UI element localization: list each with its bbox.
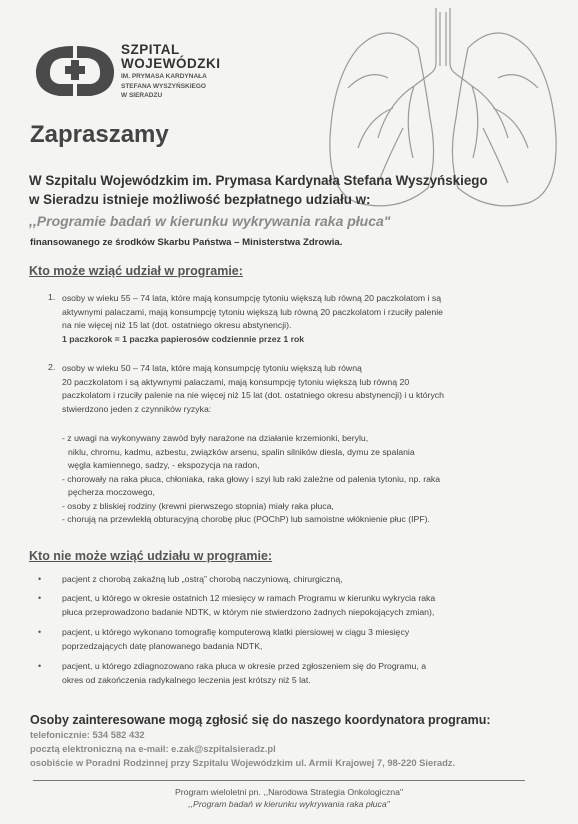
risk-factor-line: - osoby z bliskiej rodziny (krewni pierwszego stopnia) miały raka płuca,: [62, 500, 334, 511]
contact-in-person: osobiście w Poradni Rodzinnej przy Szpitalu Wojewódzkim ul. Armii Krajowej 7, 98-220 Sieradz.: [30, 757, 456, 768]
logo-name-line1: SZPITAL: [121, 42, 180, 57]
bullet-icon: •: [38, 574, 42, 584]
bullet-icon: •: [38, 661, 42, 671]
logo-sub-line3: W SIERADZU: [121, 92, 163, 99]
ineligible-item-4-line: pacjent, u którego zdiagnozowano raka płuca w okresie przed zgłoszeniem się do Programu, a: [62, 661, 427, 671]
footer-divider: [33, 780, 525, 781]
ineligible-item-1-line: pacjent z chorobą zakaźną lub „ostrą” chorobą naczyniową, chirurgiczną,: [62, 574, 343, 584]
eligible-item-1-number: 1.: [48, 292, 56, 302]
footer-line-2: ,,Program badań w kierunku wykrywania raka płuca": [188, 799, 390, 809]
eligible-section-title: Kto może wziąć udział w programie:: [29, 264, 243, 278]
bullet-icon: •: [38, 593, 42, 603]
page-heading: Zapraszamy: [30, 121, 169, 148]
eligible-item-2-number: 2.: [48, 362, 56, 372]
logo-text: [121, 43, 221, 100]
ineligible-item-3-line: poprzedzających datę planowanego badania NDTK,: [62, 640, 263, 651]
eligible-item-1: [62, 292, 443, 346]
ineligible-item-4: [62, 660, 426, 687]
contact-heading: Osoby zainteresowane mogą zgłosić się do naszego koordynatora programu:: [30, 713, 491, 727]
risk-factors-list: [62, 432, 440, 527]
eligible-item-1-line: 1 paczkorok = 1 paczka papierosów codziennie przez 1 rok: [62, 333, 305, 344]
ineligible-item-3-line: pacjent, u którego wykonano tomografię komputerową klatki piersiowej w ciągu 3 miesięcy: [62, 627, 410, 637]
ineligible-item-2-line: płuca przeprowadzono badanie NDTK, w którym nie stwierdzono żadnych niepokojących zmian),: [62, 606, 435, 617]
eligible-item-2-line: paczkolatom i rzuciły palenie na nie więcej niż 15 lat (dot. ostatniego okresu abstynencji) i u których: [62, 390, 444, 400]
ineligible-item-3: [62, 626, 409, 653]
contact-phone: telefonicznie: 534 582 432: [30, 729, 145, 740]
logo-sub-line1: IM. PRYMASA KARDYNAŁA: [121, 73, 207, 80]
bullet-icon: •: [38, 627, 42, 637]
ineligible-item-2: [62, 592, 435, 619]
eligible-item-2-line: 20 paczkolatom i są aktywnymi palaczami, mają konsumpcję tytoniu większą lub równą 20: [62, 376, 410, 387]
ineligible-section-title: Kto nie może wziąć udziału w programie:: [29, 549, 273, 563]
ineligible-item-1: [62, 573, 343, 587]
intro-line-1: W Szpitalu Wojewódzkim im. Prymasa Kardynała Stefana Wyszyńskiego: [29, 173, 488, 188]
contact-email: pocztą elektroniczną na e-mail: e.zak@szpitalsieradz.pl: [30, 743, 276, 754]
risk-factor-line: pęcherza moczowego,: [68, 487, 155, 497]
logo-sub-line2: STEFANA WYSZYŃSKIEGO: [121, 82, 206, 90]
eligible-item-2-line: stwierdzono jeden z czynników ryzyka:: [62, 403, 212, 414]
logo-name-line2: WOJEWÓDZKI: [121, 56, 221, 71]
risk-factor-line: - z uwagi na wykonywany zawód były narażone na działanie krzemionki, berylu,: [62, 433, 369, 443]
funding-note: finansowanego ze środków Skarbu Państwa – Ministerstwa Zdrowia.: [30, 237, 343, 248]
risk-factor-line: - chorują na przewlekłą obturacyjną chorobę płuc (POChP) lub samoistne włóknienie płuc (IPF).: [62, 514, 430, 524]
program-name: ,,Programie badań w kierunku wykrywania raka płuca": [29, 213, 391, 229]
footer-line-1: Program wieloletni pn. ,,Narodowa Strategia Onkologiczna": [174, 787, 404, 797]
intro-line-2: w Sieradzu istnieje możliwość bezpłatnego udziału w:: [29, 192, 371, 207]
eligible-item-2: [62, 362, 444, 416]
risk-factor-line: węgla kamiennego, sadzy, - ekspozycja na radon,: [68, 460, 260, 470]
risk-factor-line: - chorowały na raka płuca, chłoniaka, raka głowy i szyi lub raki zależne od palenia tytoniu, np. raka: [62, 473, 441, 484]
eligible-item-1-line: aktywnymi palaczami, mają konsumpcję tytoniu większą lub równą 20 paczkolatom i rzuciły palenie: [62, 306, 443, 317]
ineligible-item-2-line: pacjent, u którego w okresie ostatnich 12 miesięcy w ramach Programu w kierunku wykrycia raka: [62, 593, 436, 603]
risk-factor-line: niklu, chromu, kadmu, azbestu, związków arsenu, spalin silników diesla, dymu ze spalania: [68, 446, 415, 457]
eligible-item-1-line: osoby w wieku 55 – 74 lata, które mają konsumpcję tytoniu większą lub równą 20 paczkolatom i są: [62, 293, 442, 303]
eligible-item-1-line: na nie więcej niż 15 lat (dot. ostatniego okresu abstynencji).: [62, 320, 292, 330]
hospital-logo-icon: [33, 44, 117, 98]
ineligible-item-4-line: okres od zakończenia radykalnego leczenia jest krótszy niż 5 lat.: [62, 674, 311, 685]
eligible-item-2-line: osoby w wieku 50 – 74 lata, które mają konsumpcję tytoniu większą lub równą: [62, 363, 362, 373]
